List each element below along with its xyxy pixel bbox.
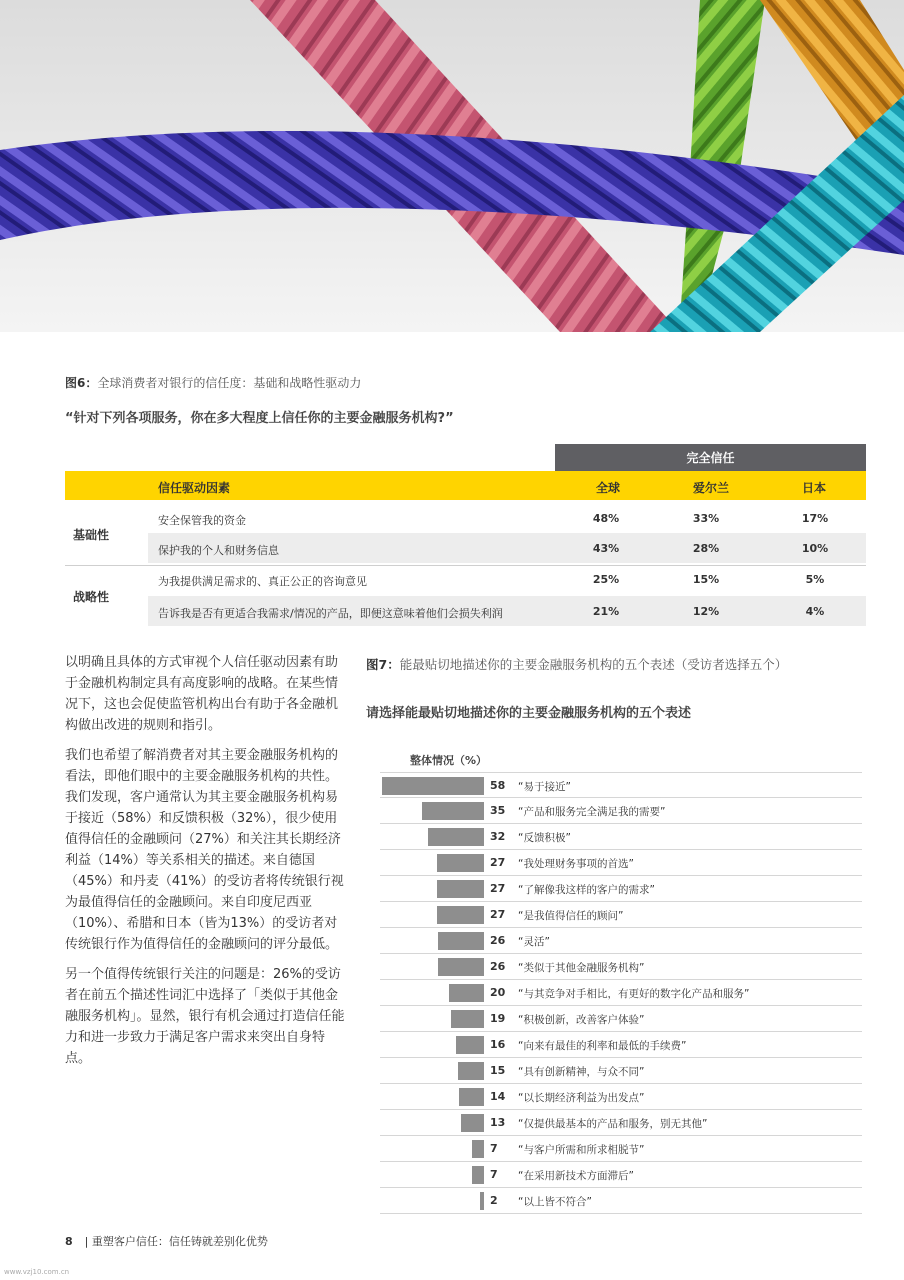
bar-category-label: “了解像我这样的客户的需求” (518, 884, 655, 896)
col-header-ireland: 爱尔兰 (693, 481, 730, 495)
bar-row (380, 850, 862, 876)
body-paragraph: 我们也希望了解消费者对其主要金融服务机构的看法，即他们眼中的主要金融服务机构的共性。我们发现，客户通常认为其主要金融服务机构易于接近（58%）和反馈积极（32%），很少使用值得信任的金融顾问（27%）和关注其长期经济利益（14%）等关系相关的描述。来自德国（45%）和丹麦（41%）的受访者将传统银行视为最值得信任的金融顾问。来自印度尼西亚（10%）、希腊和日本（皆为13%）的受访者对传统银行作为值得信任的金融顾问的评分最低。 (65, 748, 344, 952)
bar-value-label: 35 (490, 804, 506, 817)
hero-image (0, 0, 904, 332)
bar (437, 906, 484, 924)
bar (437, 880, 484, 898)
bar-category-label: “我处理财务事项的首选” (518, 858, 634, 870)
figure7-axis-label: 整体情况（%） (410, 754, 488, 767)
row-value-ireland: 12% (692, 605, 720, 618)
bar-row (380, 824, 862, 850)
bar (458, 1062, 484, 1080)
bar-category-label: “与其竞争对手相比，有更好的数字化产品和服务” (518, 988, 750, 1000)
row-value-global: 48% (592, 512, 620, 525)
bar-row (380, 954, 862, 980)
row-value-global: 21% (592, 605, 620, 618)
bar (382, 777, 484, 795)
row-value-ireland: 28% (692, 542, 720, 555)
table-header-group: 完全信任 (555, 444, 866, 471)
bar-category-label: “向来有最佳的利率和最低的手续费” (518, 1040, 687, 1052)
bar-category-label: “产品和服务完全满足我的需要” (518, 806, 666, 818)
group-label-foundational: 基础性 (73, 528, 110, 542)
bar-value-label: 14 (490, 1090, 506, 1103)
row-value-japan: 17% (801, 512, 829, 525)
bar-value-label: 2 (490, 1194, 498, 1207)
body-paragraph: 另一个值得传统银行关注的问题是：26%的受访者在前五个描述性词汇中选择了「类似于其他金融服务机构」。显然，银行有机会通过打造信任能力和进一步致力于满足客户需求来突出自身特点。 (65, 967, 345, 1066)
bar-row (380, 876, 862, 902)
table-row (148, 564, 866, 594)
row-statement: 告诉我是否有更适合我需求/情况的产品，即便这意味着他们会损失利润 (158, 607, 503, 620)
bar-value-label: 58 (490, 779, 506, 792)
bar-category-label: “类似于其他金融服务机构” (518, 962, 645, 974)
bar (472, 1140, 484, 1158)
bar-row (380, 772, 862, 798)
table-row (148, 533, 866, 563)
col-header-global: 全球 (596, 481, 621, 495)
bar-value-label: 27 (490, 908, 506, 921)
bar (438, 932, 484, 950)
bar-category-label: “在采用新技术方面滞后” (518, 1170, 634, 1182)
page-footer (65, 1233, 268, 1249)
col-header-driver: 信任驱动因素 (158, 481, 231, 495)
figure6-title-prefix: 图6： (65, 376, 98, 390)
body-text-column (65, 652, 345, 1078)
bar-row (380, 1110, 862, 1136)
row-statement: 为我提供满足需求的、真正公正的咨询意见 (158, 575, 367, 588)
bar-category-label: “仅提供最基本的产品和服务，别无其他” (518, 1118, 708, 1130)
table-row (148, 503, 866, 533)
bar-value-label: 26 (490, 960, 506, 973)
footer-title: | 重塑客户信任：信任铸就差别化优势 (84, 1235, 268, 1248)
bar-value-label: 16 (490, 1038, 506, 1051)
row-statement: 安全保管我的资金 (158, 514, 246, 527)
bar-value-label: 7 (490, 1168, 498, 1181)
bar-row (380, 1032, 862, 1058)
bar-value-label: 7 (490, 1142, 498, 1155)
watermark-text: www.vzj10.com.cn (4, 1268, 70, 1276)
bar-row (380, 1084, 862, 1110)
bar-row (380, 1136, 862, 1162)
bar-category-label: “以长期经济利益为出发点” (518, 1092, 645, 1104)
figure6-title-text: 全球消费者对银行的信任度：基础和战略性驱动力 (97, 376, 362, 390)
bar (480, 1192, 484, 1210)
figure6-question: “针对下列各项服务，你在多大程度上信任你的主要金融服务机构?” (65, 411, 454, 426)
table-header-row (65, 471, 866, 500)
bar-row (380, 1188, 862, 1214)
figure6-title (65, 374, 361, 391)
bar-row (380, 1058, 862, 1084)
page-number: 8 (65, 1235, 73, 1248)
row-value-ireland: 15% (692, 573, 720, 586)
col-header-japan: 日本 (802, 481, 827, 495)
bar (461, 1114, 484, 1132)
bar (428, 828, 484, 846)
figure7-title (366, 655, 866, 673)
figure7-title-text: 能最贴切地描述你的主要金融服务机构的五个表述（受访者选择五个） (399, 657, 788, 672)
figure7-title-prefix: 图7： (366, 657, 400, 672)
bar-value-label: 32 (490, 830, 506, 843)
body-paragraph: 以明确且具体的方式审视个人信任驱动因素有助于金融机构制定具有高度影响的战略。在某些情况下，这也会促使监管机构出台有助于各金融机构做出改进的规则和指引。 (65, 655, 339, 733)
bar-value-label: 26 (490, 934, 506, 947)
bar-category-label: “反馈积极” (518, 832, 571, 844)
bar-category-label: “是我值得信任的顾问” (518, 910, 624, 922)
bar-category-label: “灵活” (518, 936, 550, 948)
bar-row (380, 902, 862, 928)
figure7-subtitle: 请选择能最贴切地描述你的主要金融服务机构的五个表述 (366, 706, 692, 721)
bar-row (380, 1006, 862, 1032)
bar-value-label: 19 (490, 1012, 506, 1025)
bar-row (380, 1162, 862, 1188)
twisted-ropes-illustration (0, 0, 904, 332)
bar-value-label: 15 (490, 1064, 506, 1077)
table-row (148, 596, 866, 626)
bar (437, 854, 484, 872)
bar-category-label: “积极创新，改善客户体验” (518, 1014, 645, 1026)
row-value-japan: 5% (805, 573, 825, 586)
bar (451, 1010, 484, 1028)
bar (438, 958, 484, 976)
bar-row (380, 798, 862, 824)
bar-value-label: 27 (490, 856, 506, 869)
bar-category-label: “具有创新精神，与众不同” (518, 1066, 645, 1078)
bar-category-label: “以上皆不符合” (518, 1196, 592, 1208)
bar (472, 1166, 484, 1184)
bar-row (380, 928, 862, 954)
row-value-global: 43% (592, 542, 620, 555)
bar-category-label: “易于接近” (518, 781, 571, 793)
bar-value-label: 13 (490, 1116, 506, 1129)
bar-row (380, 980, 862, 1006)
group-label-strategic: 战略性 (73, 590, 110, 604)
row-statement: 保护我的个人和财务信息 (158, 544, 279, 557)
row-value-ireland: 33% (692, 512, 720, 525)
row-value-global: 25% (592, 573, 620, 586)
bar-category-label: “与客户所需和所求相脱节” (518, 1144, 645, 1156)
bar (422, 802, 484, 820)
bar (456, 1036, 484, 1054)
row-value-japan: 10% (801, 542, 829, 555)
bar-value-label: 27 (490, 882, 506, 895)
bar (449, 984, 484, 1002)
row-value-japan: 4% (805, 605, 825, 618)
bar-value-label: 20 (490, 986, 506, 999)
bar (459, 1088, 484, 1106)
